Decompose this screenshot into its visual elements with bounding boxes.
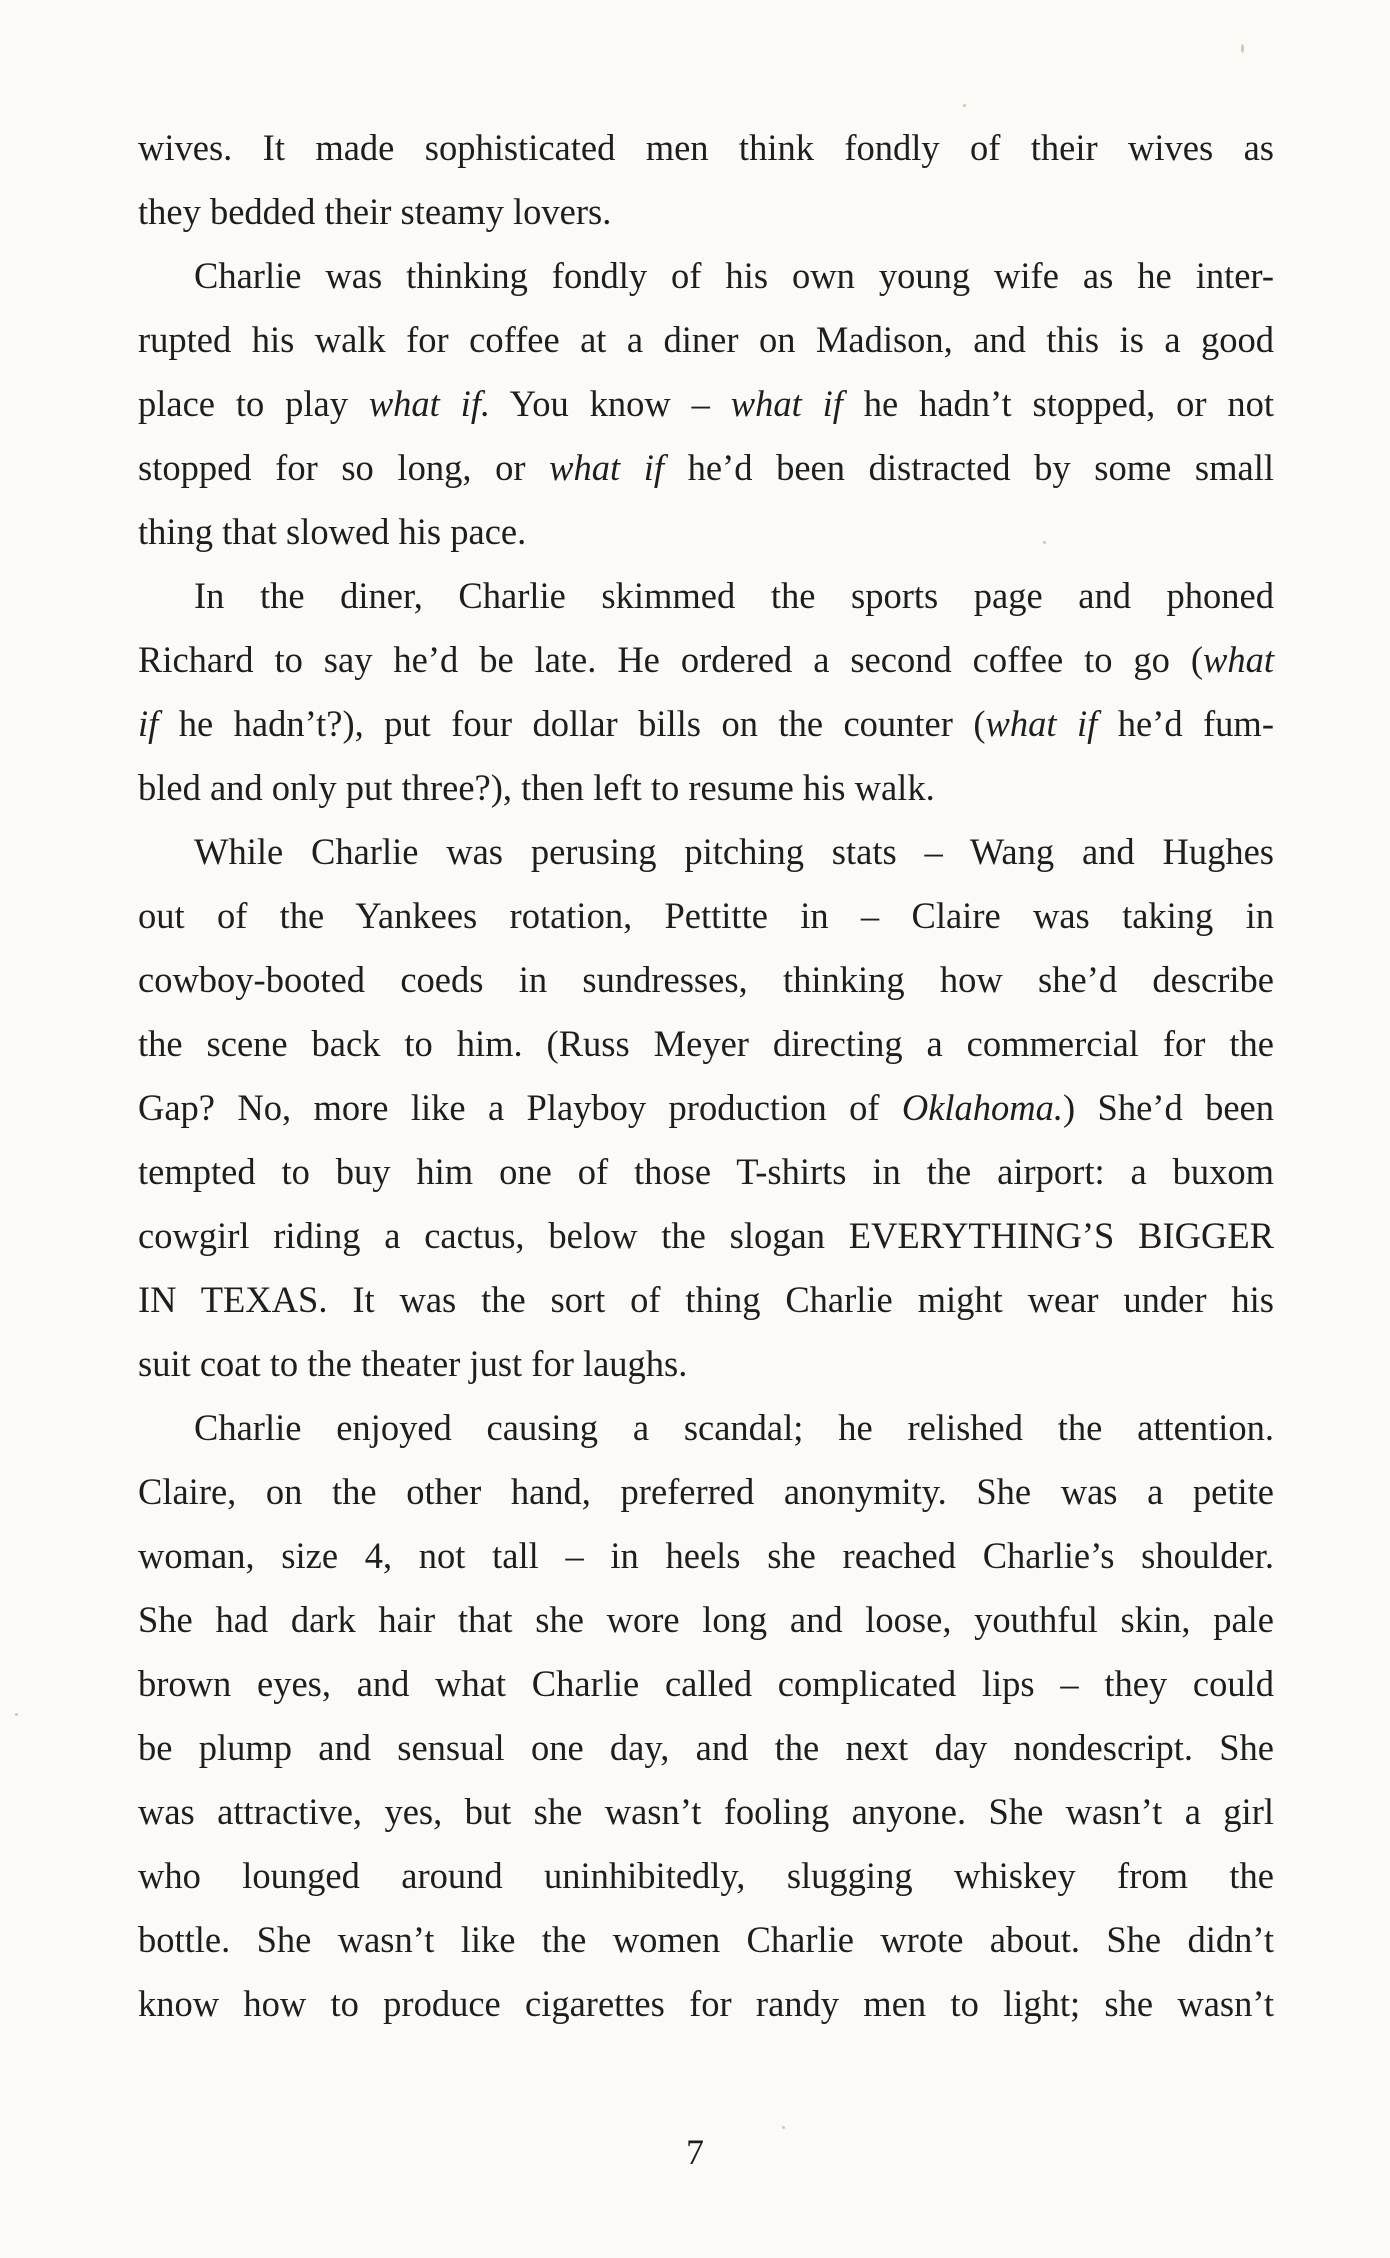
text-run: She had dark hair that she wore long and loose, youthful skin, pale bbox=[138, 1599, 1274, 1640]
text-run: bottle. She wasn’t like the women Charlie wrote about. She didn’t bbox=[138, 1919, 1274, 1960]
text-run: he’d fum- bbox=[1097, 703, 1274, 744]
text-line bbox=[138, 1076, 1274, 1140]
text-line bbox=[138, 500, 1274, 564]
text-line bbox=[138, 1332, 1274, 1396]
text-run: Richard to say he’d be late. He ordered a second coffee to go ( bbox=[138, 639, 1203, 680]
text-line bbox=[138, 1588, 1274, 1652]
text-line bbox=[138, 1844, 1274, 1908]
italic-text: what if bbox=[730, 383, 843, 424]
text-line bbox=[138, 692, 1274, 756]
paper-speck bbox=[1241, 44, 1244, 53]
text-run: was attractive, yes, but she wasn’t fooling anyone. She wasn’t a girl bbox=[138, 1791, 1274, 1832]
text-line bbox=[138, 1972, 1274, 2036]
text-line bbox=[138, 564, 1274, 628]
italic-text: what bbox=[1203, 639, 1274, 680]
text-run: cowgirl riding a cactus, below the slogan EVERYTHING’S BIGGER bbox=[138, 1215, 1274, 1256]
text-line bbox=[138, 1524, 1274, 1588]
paper-speck bbox=[15, 1713, 18, 1716]
text-line bbox=[138, 1716, 1274, 1780]
text-line bbox=[138, 244, 1274, 308]
text-line bbox=[138, 180, 1274, 244]
text-line bbox=[138, 820, 1274, 884]
text-line bbox=[138, 1780, 1274, 1844]
text-run: woman, size 4, not tall – in heels she reached Charlie’s shoulder. bbox=[138, 1535, 1274, 1576]
text-run: know how to produce cigarettes for randy men to light; she wasn’t bbox=[138, 1983, 1274, 2024]
text-run: be plump and sensual one day, and the next day nondescript. She bbox=[138, 1727, 1274, 1768]
text-line bbox=[138, 372, 1274, 436]
text-line bbox=[138, 884, 1274, 948]
text-run: stopped for so long, or bbox=[138, 447, 550, 488]
text-run: Gap? No, more like a Playboy production of bbox=[138, 1087, 902, 1128]
text-run: brown eyes, and what Charlie called complicated lips – they could bbox=[138, 1663, 1274, 1704]
text-run: he hadn’t?), put four dollar bills on the counter ( bbox=[158, 703, 986, 744]
text-run: who lounged around uninhibitedly, slugging whiskey from the bbox=[138, 1855, 1274, 1896]
text-run: tempted to buy him one of those T-shirts in the airport: a buxom bbox=[138, 1151, 1274, 1192]
text-run: suit coat to the theater just for laughs. bbox=[138, 1343, 688, 1384]
text-line bbox=[138, 1268, 1274, 1332]
text-run: wives. It made sophisticated men think fondly of their wives as bbox=[138, 127, 1274, 168]
text-run: thing that slowed his pace. bbox=[138, 511, 527, 552]
text-line bbox=[138, 308, 1274, 372]
text-run: Charlie was thinking fondly of his own young wife as he inter- bbox=[194, 255, 1274, 296]
italic-text: what if bbox=[985, 703, 1098, 744]
text-line bbox=[138, 1396, 1274, 1460]
text-run: IN TEXAS. It was the sort of thing Charlie might wear under his bbox=[138, 1279, 1274, 1320]
paper-speck bbox=[1043, 541, 1046, 544]
text-line bbox=[138, 1908, 1274, 1972]
text-run: You know – bbox=[490, 383, 731, 424]
text-run: ) She’d been bbox=[1063, 1087, 1274, 1128]
text-run: In the diner, Charlie skimmed the sports page and phoned bbox=[194, 575, 1274, 616]
italic-text: if bbox=[138, 703, 159, 744]
text-line bbox=[138, 1460, 1274, 1524]
text-run: cowboy-booted coeds in sundresses, thinking how she’d describe bbox=[138, 959, 1274, 1000]
text-run: they bedded their steamy lovers. bbox=[138, 191, 612, 232]
text-line bbox=[138, 116, 1274, 180]
text-run: Charlie enjoyed causing a scandal; he relished the attention. bbox=[194, 1407, 1274, 1448]
text-line bbox=[138, 756, 1274, 820]
text-run: Claire, on the other hand, preferred anonymity. She was a petite bbox=[138, 1471, 1274, 1512]
italic-text: what if bbox=[549, 447, 664, 488]
text-line bbox=[138, 1204, 1274, 1268]
text-run: bled and only put three?), then left to resume his walk. bbox=[138, 767, 935, 808]
text-run: out of the Yankees rotation, Pettitte in – Claire was taking in bbox=[138, 895, 1274, 936]
text-run: place to play bbox=[138, 383, 369, 424]
text-line bbox=[138, 436, 1274, 500]
text-run: rupted his walk for coffee at a diner on Madison, and this is a good bbox=[138, 319, 1274, 360]
text-line bbox=[138, 1012, 1274, 1076]
paper-speck bbox=[963, 104, 966, 107]
page-number: 7 bbox=[686, 2132, 704, 2172]
text-run: he hadn’t stopped, or not bbox=[842, 383, 1274, 424]
text-run: he’d been distracted by some small bbox=[663, 447, 1274, 488]
italic-text: what if. bbox=[368, 383, 491, 424]
paper-speck bbox=[782, 2126, 785, 2129]
text-line bbox=[138, 948, 1274, 1012]
italic-text: Oklahoma. bbox=[901, 1087, 1064, 1128]
text-line bbox=[138, 628, 1274, 692]
text-line bbox=[138, 1652, 1274, 1716]
text-run: While Charlie was perusing pitching stats – Wang and Hughes bbox=[194, 831, 1274, 872]
body-text bbox=[138, 116, 1274, 2036]
text-run: the scene back to him. (Russ Meyer directing a commercial for the bbox=[138, 1023, 1274, 1064]
text-line bbox=[138, 1140, 1274, 1204]
